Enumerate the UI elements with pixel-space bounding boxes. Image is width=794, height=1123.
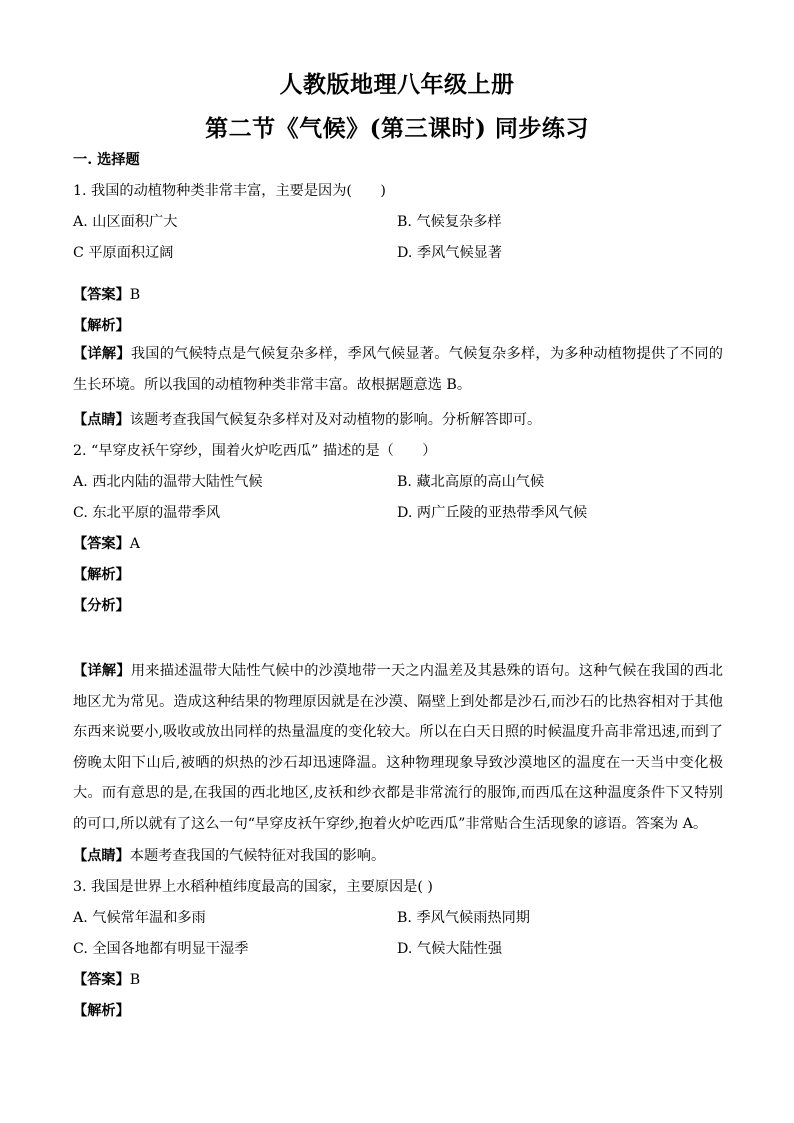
question-3-stem: 3. 我国是世界上水稻种植纬度最高的国家，主要原因是( ) <box>73 879 433 895</box>
question-3-option-a: A. 气候常年温和多雨 <box>73 910 206 926</box>
question-1-stem: 1. 我国的动植物种类非常丰富，主要是因为( ) <box>73 183 386 199</box>
question-1-detail <box>73 339 723 400</box>
answer-value: B <box>129 972 141 988</box>
answer-tag: 【答案】 <box>73 287 130 303</box>
question-1-option-c: C 平原面积辽阔 <box>73 245 174 261</box>
question-2-fenxi-tag: 【分析】 <box>73 598 130 614</box>
question-2-stem: 2. “早穿皮袄午穿纱，围着火炉吃西瓜” 描述的是（ ） <box>73 443 437 459</box>
detail-tag: 【详解】 <box>73 346 131 362</box>
section-heading: 一. 选择题 <box>73 152 140 168</box>
question-2-option-c: C. 东北平原的温带季风 <box>73 505 221 521</box>
comment-text: 本题考查我国的气候特征对我国的影响。 <box>129 848 386 864</box>
question-1-option-a: A. 山区面积广大 <box>73 214 178 230</box>
question-2-option-a: A. 西北内陆的温带大陆性气候 <box>73 474 263 490</box>
answer-tag: 【答案】 <box>73 536 130 552</box>
question-2-option-b: B. 藏北高原的高山气候 <box>397 474 545 490</box>
document-title: 人教版地理八年级上册 <box>279 71 515 98</box>
detail-text: 我国的气候特点是气候复杂多样，季风气候显著。气候复杂多样，为多种动植物提供了不同的生长环境。所以我国的动植物种类非常丰富。故根据题意选 B。 <box>73 346 723 393</box>
answer-value: A <box>129 536 141 552</box>
comment-tag: 【点睛】 <box>73 848 130 864</box>
question-2-detail <box>73 656 723 839</box>
question-3-option-b: B. 季风气候雨热同期 <box>397 910 530 926</box>
question-3-answer <box>73 970 140 990</box>
question-2-comment <box>73 846 385 866</box>
question-3-option-d: D. 气候大陆性强 <box>397 941 503 957</box>
question-2-answer <box>73 534 140 554</box>
answer-value: B <box>129 287 141 303</box>
comment-tag: 【点睛】 <box>73 412 130 428</box>
question-1-option-b: B. 气候复杂多样 <box>397 214 502 230</box>
question-3-analysis-tag: 【解析】 <box>73 1003 130 1019</box>
detail-text: 用来描述温带大陆性气候中的沙漠地带一天之内温差及其悬殊的语句。这种气候在我国的西北地区尤为常见。造成这种结果的物理原因就是在沙漠、隔壁上到处都是沙石,而沙石的比热容相对于其他东西来说要小,吸收或放出同样的热量温度的变化较大。所以在白天日照的时候温度升高非常迅速,而到了傍晚太阳下山后,被晒的炽热的沙石却迅速降温。这种物理现象导致沙漠地区的温度在一天当中变化极大。而有意思的是,在我国的西北地区,皮袄和纱衣都是非常流行的服饰,而西瓜在这种温度条件下又特别的可口,所以就有了这么一句“早穿皮袄午穿纱,抱着火炉吃西瓜”非常贴合生活现象的谚语。答案为 A。 <box>73 663 723 832</box>
answer-tag: 【答案】 <box>73 972 130 988</box>
comment-text: 该题考查我国气候复杂多样对及对动植物的影响。分析解答即可。 <box>129 412 542 428</box>
detail-tag: 【详解】 <box>73 663 131 679</box>
question-3-option-c: C. 全国各地都有明显干湿季 <box>73 941 249 957</box>
question-1-analysis-tag: 【解析】 <box>73 318 130 334</box>
question-1-answer <box>73 285 140 305</box>
question-2-option-d: D. 两广丘陵的亚热带季风气候 <box>397 505 588 521</box>
question-2-analysis-tag: 【解析】 <box>73 567 130 583</box>
question-1-option-d: D. 季风气候显著 <box>397 245 503 261</box>
document-subtitle: 第二节《气候》(第三课时) 同步练习 <box>205 115 589 142</box>
question-1-comment <box>73 410 541 430</box>
